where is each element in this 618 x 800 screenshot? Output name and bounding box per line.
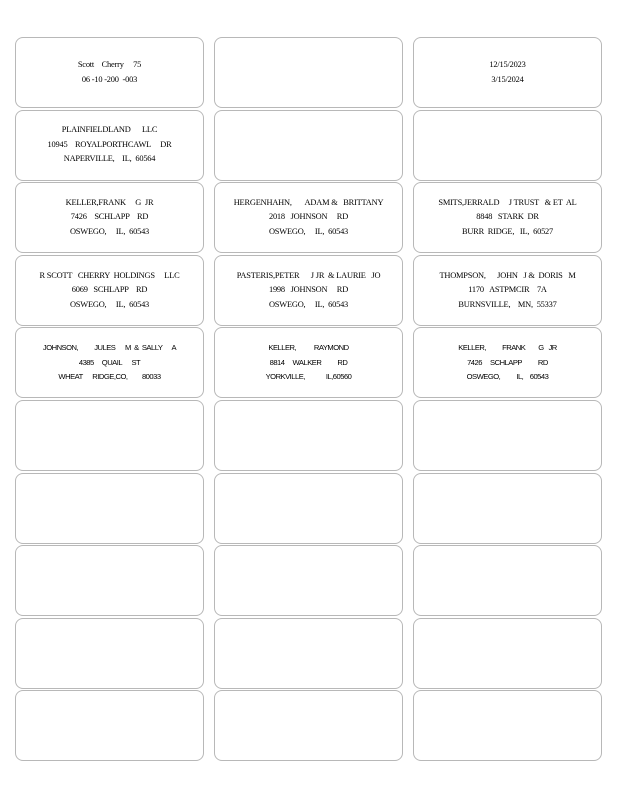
address-label xyxy=(214,110,403,181)
address-label xyxy=(214,327,403,398)
address-label xyxy=(15,182,204,253)
label-line: WHEAT RIDGE,CO, 80033 xyxy=(58,372,161,382)
address-label xyxy=(15,690,204,761)
label-line: KELLER,FRANK G JR xyxy=(65,197,154,207)
address-label xyxy=(413,327,602,398)
address-label xyxy=(413,37,602,108)
address-label xyxy=(15,110,204,181)
address-label xyxy=(15,400,204,471)
address-label xyxy=(15,473,204,544)
address-label xyxy=(214,255,403,326)
label-line: OSWEGO, IL, 60543 xyxy=(69,226,150,236)
label-line: 8848 STARK DR xyxy=(476,212,539,222)
address-label xyxy=(413,255,602,326)
label-line: JOHNSON, JULES M & SALLY A xyxy=(42,343,177,353)
address-label xyxy=(15,618,204,689)
label-line: 1998 JOHNSON RD xyxy=(268,285,349,295)
address-label xyxy=(214,400,403,471)
label-line: OSWEGO, IL, 60543 xyxy=(466,372,549,382)
address-label xyxy=(214,37,403,108)
label-line: 12/15/2023 xyxy=(489,60,526,69)
address-label xyxy=(214,545,403,616)
address-label xyxy=(214,618,403,689)
label-line: 10945 ROYALPORTHCAWL DR xyxy=(47,139,172,149)
label-line: OSWEGO, IL, 60543 xyxy=(268,299,349,309)
label-line: 6069 SCHLAPP RD xyxy=(71,285,148,295)
label-line: KELLER, RAYMOND xyxy=(268,343,349,353)
label-line: R SCOTT CHERRY HOLDINGS LLC xyxy=(39,270,180,280)
address-label xyxy=(413,690,602,761)
label-line: NAPERVILLE, IL, 60564 xyxy=(63,154,156,164)
label-line: 4385 QUAIL ST xyxy=(78,357,141,367)
label-line: BURR RIDGE, IL, 60527 xyxy=(461,226,554,236)
label-line: KELLER, FRANK G JR xyxy=(458,343,557,353)
label-line: SMITS,JERRALD J TRUST & ET AL xyxy=(438,197,577,207)
label-line: YORKVILLE, IL,60560 xyxy=(265,372,352,382)
label-line: BURNSVILLE, MN, 55337 xyxy=(458,299,557,309)
address-label xyxy=(413,618,602,689)
address-label xyxy=(413,182,602,253)
label-line: 7426 SCHLAPP RD xyxy=(70,212,149,222)
label-line: PLAINFIELDLAND LLC xyxy=(61,125,158,135)
label-line: OSWEGO, IL, 60543 xyxy=(268,226,349,236)
address-label xyxy=(214,473,403,544)
label-line: 1170 ASTPMCIR 7A xyxy=(468,285,547,295)
label-line: 3/15/2024 xyxy=(491,74,524,84)
address-label xyxy=(413,110,602,181)
address-label xyxy=(15,37,204,108)
label-line: OSWEGO, IL, 60543 xyxy=(69,299,150,309)
label-line: PASTERIS,PETER J JR & LAURIE JO xyxy=(236,270,381,280)
label-line: 7426 SCHLAPP RD xyxy=(467,357,548,367)
label-line: HERGENHAHN, ADAM & BRITTANY xyxy=(233,197,384,207)
label-line: 2018 JOHNSON RD xyxy=(268,212,349,222)
address-label xyxy=(15,255,204,326)
address-label xyxy=(214,182,403,253)
label-line: 8814 WALKER RD xyxy=(269,357,348,367)
label-line: Scott Cherry 75 xyxy=(77,60,142,69)
label-line: THOMPSON, JOHN J & DORIS M xyxy=(439,270,576,280)
address-label xyxy=(413,473,602,544)
label-line: 06 -10 -200 -003 xyxy=(81,74,138,84)
address-label xyxy=(214,690,403,761)
address-label xyxy=(413,545,602,616)
address-label xyxy=(413,400,602,471)
address-label xyxy=(15,545,204,616)
address-label xyxy=(15,327,204,398)
